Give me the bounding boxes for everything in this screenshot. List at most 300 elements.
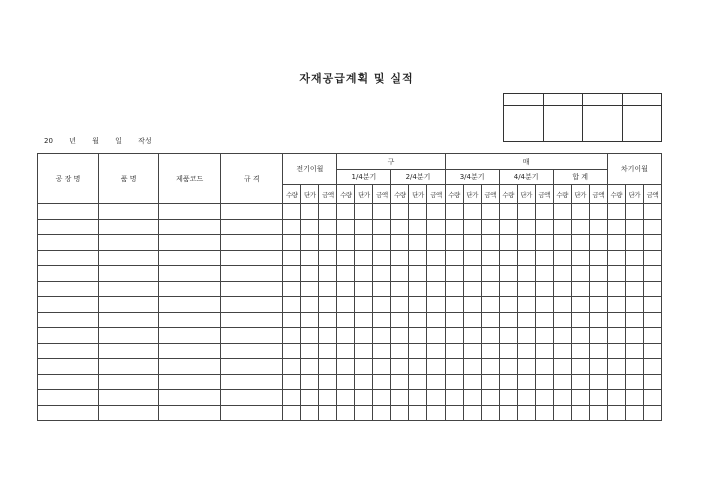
table-cell [409,235,427,251]
table-cell [553,266,571,282]
table-cell [553,204,571,220]
date-written-line [44,136,164,146]
subheader-total-price: 단가 [571,185,589,204]
table-cell [159,250,221,266]
header-total: 합 계 [553,170,607,185]
table-cell [553,343,571,359]
table-cell [463,312,481,328]
table-cell [625,312,643,328]
table-cell [625,204,643,220]
table-cell [391,343,409,359]
table-cell [499,343,517,359]
date-year-prefix: 20 [44,137,53,145]
header-q3: 3/4분기 [445,170,499,185]
table-cell [643,359,661,375]
table-cell [571,297,589,313]
subheader-q2-qty: 수량 [391,185,409,204]
table-cell [499,235,517,251]
table-cell [517,219,535,235]
table-cell [481,219,499,235]
table-cell [481,312,499,328]
table-cell [463,281,481,297]
table-cell [535,390,553,406]
table-cell [337,390,355,406]
table-cell [625,235,643,251]
table-cell [355,250,373,266]
table-cell [283,405,301,421]
table-cell [391,359,409,375]
table-cell [643,343,661,359]
table-cell [38,281,99,297]
table-cell [99,297,159,313]
table-cell [301,266,319,282]
table-cell [301,312,319,328]
table-cell [337,359,355,375]
subheader-next-month-amount: 금액 [643,185,661,204]
table-cell [463,235,481,251]
table-cell [499,312,517,328]
table-cell [355,281,373,297]
table-cell [571,374,589,390]
table-cell [337,297,355,313]
subheader-q3-amount: 금액 [481,185,499,204]
approval-header-cell [583,94,623,106]
table-cell [355,374,373,390]
table-cell [589,359,607,375]
table-row [38,405,662,421]
table-cell [99,235,159,251]
table-cell [499,405,517,421]
table-cell [391,328,409,344]
table-cell [283,235,301,251]
table-cell [625,281,643,297]
table-cell [319,405,337,421]
table-cell [301,374,319,390]
table-cell [301,219,319,235]
table-cell [445,390,463,406]
table-cell [517,297,535,313]
table-cell [499,266,517,282]
table-cell [38,328,99,344]
table-cell [99,312,159,328]
table-cell [517,405,535,421]
table-cell [625,390,643,406]
table-cell [427,374,445,390]
subheader-q4-qty: 수량 [499,185,517,204]
table-cell [355,328,373,344]
table-cell [571,235,589,251]
table-cell [38,359,99,375]
table-cell [643,390,661,406]
table-cell [571,266,589,282]
table-row [38,219,662,235]
table-cell [553,250,571,266]
table-cell [409,266,427,282]
table-cell [221,343,283,359]
table-cell [221,359,283,375]
table-cell [607,374,625,390]
table-cell [373,266,391,282]
table-cell [535,312,553,328]
table-cell [38,204,99,220]
header-spec: 규 격 [221,154,283,204]
table-cell [607,405,625,421]
table-row [38,328,662,344]
table-cell [607,390,625,406]
table-cell [159,297,221,313]
table-cell [625,266,643,282]
table-cell [159,235,221,251]
table-cell [337,343,355,359]
table-cell [355,204,373,220]
table-cell [391,204,409,220]
table-cell [283,390,301,406]
table-cell [319,374,337,390]
table-cell [499,204,517,220]
table-cell [445,266,463,282]
table-cell [553,390,571,406]
header-factory: 공 장 명 [38,154,99,204]
table-row [38,281,662,297]
table-cell [535,219,553,235]
table-cell [571,343,589,359]
table-cell [607,219,625,235]
table-cell [301,405,319,421]
table-cell [445,204,463,220]
date-month-label: 월 [92,137,99,145]
table-cell [481,266,499,282]
table-cell [283,343,301,359]
table-cell [301,250,319,266]
date-day-label: 일 [115,137,122,145]
table-cell [319,266,337,282]
table-cell [221,235,283,251]
table-cell [445,343,463,359]
table-cell [409,204,427,220]
table-cell [391,235,409,251]
table-cell [319,219,337,235]
table-cell [391,219,409,235]
table-cell [553,312,571,328]
table-cell [445,281,463,297]
table-cell [463,390,481,406]
table-cell [589,328,607,344]
table-cell [625,374,643,390]
table-cell [391,390,409,406]
table-cell [283,250,301,266]
table-cell [553,328,571,344]
table-cell [517,250,535,266]
table-cell [517,312,535,328]
table-cell [553,219,571,235]
table-cell [373,343,391,359]
table-cell [159,219,221,235]
table-cell [517,374,535,390]
header-q4: 4/4분기 [499,170,553,185]
table-cell [553,281,571,297]
table-cell [499,328,517,344]
table-cell [159,374,221,390]
table-cell [571,390,589,406]
table-cell [589,250,607,266]
table-cell [571,328,589,344]
table-cell [319,281,337,297]
table-cell [159,312,221,328]
table-cell [481,204,499,220]
table-cell [643,204,661,220]
table-cell [499,250,517,266]
table-cell [427,235,445,251]
table-cell [481,235,499,251]
table-cell [301,359,319,375]
table-cell [607,266,625,282]
table-cell [517,281,535,297]
table-cell [427,266,445,282]
table-cell [409,390,427,406]
table-cell [571,204,589,220]
table-cell [571,359,589,375]
subheader-prev-month-qty: 수량 [283,185,301,204]
subheader-q4-amount: 금액 [535,185,553,204]
table-cell [283,204,301,220]
table-cell [409,297,427,313]
table-cell [463,204,481,220]
table-cell [409,312,427,328]
table-cell [481,250,499,266]
table-cell [38,343,99,359]
table-cell [427,343,445,359]
table-cell [159,281,221,297]
table-cell [38,235,99,251]
table-cell [221,374,283,390]
table-cell [643,374,661,390]
table-cell [535,266,553,282]
subheader-q2-price: 단가 [409,185,427,204]
table-cell [625,250,643,266]
table-cell [283,359,301,375]
table-cell [463,266,481,282]
approval-sign-cell [543,106,583,142]
table-cell [481,359,499,375]
table-cell [337,235,355,251]
table-cell [535,374,553,390]
table-cell [643,235,661,251]
table-cell [159,390,221,406]
table-cell [463,219,481,235]
table-cell [643,250,661,266]
table-cell [427,250,445,266]
table-cell [607,297,625,313]
table-cell [38,219,99,235]
table-cell [409,219,427,235]
header-q1: 1/4분기 [337,170,391,185]
table-cell [355,405,373,421]
table-cell [427,405,445,421]
table-cell [221,297,283,313]
subheader-q3-price: 단가 [463,185,481,204]
table-cell [625,343,643,359]
table-cell [301,281,319,297]
table-cell [517,343,535,359]
header-item: 품 명 [99,154,159,204]
table-cell [607,235,625,251]
table-cell [319,328,337,344]
table-cell [427,297,445,313]
table-cell [589,312,607,328]
table-cell [99,328,159,344]
table-cell [607,250,625,266]
table-cell [221,266,283,282]
table-cell [517,359,535,375]
table-cell [625,405,643,421]
table-cell [643,219,661,235]
table-cell [319,312,337,328]
table-cell [221,312,283,328]
table-cell [445,235,463,251]
table-cell [99,374,159,390]
table-cell [38,405,99,421]
table-cell [337,374,355,390]
table-cell [319,297,337,313]
table-cell [499,359,517,375]
table-cell [553,297,571,313]
approval-header-cell [543,94,583,106]
table-cell [589,204,607,220]
table-cell [38,297,99,313]
subheader-q1-qty: 수량 [337,185,355,204]
table-cell [99,359,159,375]
table-cell [159,204,221,220]
table-cell [481,374,499,390]
table-cell [373,235,391,251]
subheader-prev-month-amount: 금액 [319,185,337,204]
table-cell [535,281,553,297]
table-cell [607,359,625,375]
table-cell [337,328,355,344]
table-cell [517,266,535,282]
table-cell [99,343,159,359]
table-cell [499,219,517,235]
table-cell [463,250,481,266]
table-cell [391,266,409,282]
subheader-next-month-price: 단가 [625,185,643,204]
table-cell [499,281,517,297]
approval-sign-cell [583,106,623,142]
table-cell [535,235,553,251]
table-cell [355,297,373,313]
table-cell [463,405,481,421]
table-cell [337,219,355,235]
table-cell [445,312,463,328]
table-cell [643,312,661,328]
table-cell [337,312,355,328]
table-cell [571,312,589,328]
table-cell [409,250,427,266]
table-cell [221,250,283,266]
table-cell [373,312,391,328]
table-cell [427,204,445,220]
table-cell [99,219,159,235]
table-cell [38,250,99,266]
table-cell [625,297,643,313]
subheader-q1-amount: 금액 [373,185,391,204]
table-cell [373,250,391,266]
table-cell [159,343,221,359]
table-cell [499,374,517,390]
table-cell [301,235,319,251]
subheader-prev-month-price: 단가 [301,185,319,204]
table-cell [391,405,409,421]
table-cell [445,250,463,266]
table-cell [99,390,159,406]
table-cell [535,328,553,344]
table-cell [445,405,463,421]
table-cell [589,390,607,406]
table-cell [463,343,481,359]
table-cell [373,359,391,375]
table-cell [643,328,661,344]
table-cell [589,343,607,359]
table-cell [463,297,481,313]
table-cell [337,204,355,220]
table-cell [373,204,391,220]
table-cell [355,312,373,328]
table-cell [589,374,607,390]
table-cell [589,405,607,421]
header-purchase-right: 매 [445,154,607,170]
table-cell [445,374,463,390]
table-cell [99,266,159,282]
subheader-total-qty: 수량 [553,185,571,204]
table-cell [355,266,373,282]
table-cell [337,250,355,266]
subheader-q4-price: 단가 [517,185,535,204]
table-cell [607,204,625,220]
table-cell [283,328,301,344]
table-cell [553,235,571,251]
table-cell [99,281,159,297]
table-cell [221,281,283,297]
table-cell [409,359,427,375]
table-cell [337,266,355,282]
table-cell [643,266,661,282]
table-cell [99,405,159,421]
table-cell [373,219,391,235]
table-cell [589,281,607,297]
subheader-q1-price: 단가 [355,185,373,204]
table-cell [589,266,607,282]
table-cell [283,266,301,282]
approval-sign-cell [622,106,662,142]
table-cell [221,204,283,220]
table-cell [99,250,159,266]
header-purchase-left: 구 [337,154,445,170]
table-cell [221,390,283,406]
table-cell [373,405,391,421]
table-cell [553,359,571,375]
table-cell [283,297,301,313]
table-cell [643,297,661,313]
approval-header-cell [504,94,544,106]
table-cell [427,390,445,406]
table-cell [409,328,427,344]
table-cell [355,343,373,359]
table-cell [38,374,99,390]
table-cell [517,390,535,406]
table-cell [337,405,355,421]
table-cell [445,328,463,344]
table-cell [535,297,553,313]
